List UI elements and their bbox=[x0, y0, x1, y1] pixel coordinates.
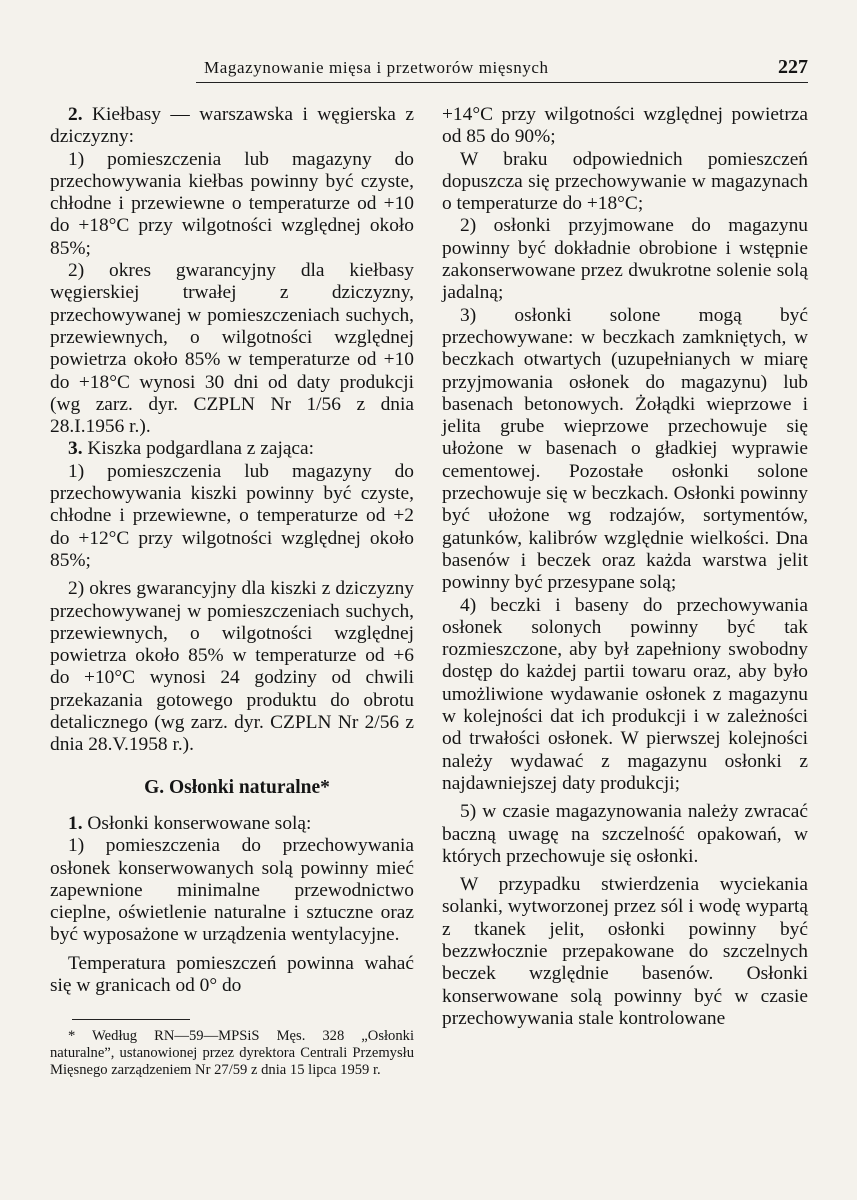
paragraph: Temperatura pomieszczeń powinna wahać się w granicach od 0° do bbox=[50, 952, 414, 996]
paragraph: 1) pomieszczenia do przechowywania osłonek konserwowanych solą powinny mieć zapewnione minimalne przewodnictwo cieplne, oświetlenie naturalne i sztuczne oraz być wyposażone w urządzenia wentylacyjne. bbox=[50, 835, 414, 946]
paragraph: 2) okres gwarancyjny dla kiszki z dziczyzny przechowywanej w pomieszczeniach suchych, przewiewnych, o wilgotności względnej powietrza około 85% w temperaturze od +6 do +10°C wynosi 24 godziny od chwili przekazania gotowego produktu do obrotu detalicznego (wg zarz. dyr. CZPLN Nr 2/56 z dnia 28.V.1958 r.). bbox=[50, 578, 414, 756]
item-text: Kiszka podgardlana z zająca: bbox=[82, 438, 315, 460]
section-heading: G. Osłonki naturalne* bbox=[144, 776, 330, 798]
paragraph: W przypadku stwierdzenia wyciekania solanki, wytworzonej przez sól i wodę wypartą z tkanek jelit, osłonki powinny być bezzwłocznie przepakowane do szczelnych beczek względnie basenów. Osłonki konserwowane solą powinny być w czasie przechowywania stale kontrolowane bbox=[442, 874, 808, 1029]
paragraph: 2) osłonki przyjmowane do magazynu powinny być dokładnie obrobione i wstępnie zakonserwowane przez dwukrotne solenie solą jadalną; bbox=[442, 215, 808, 304]
item-number: 3. bbox=[68, 438, 83, 460]
item-text: Kiełbasy — warszawska i węgierska z dziczyzny: bbox=[50, 104, 414, 148]
paragraph: +14°C przy wilgotności względnej powietrza od 85 do 90%; bbox=[442, 104, 808, 148]
paragraph: 1) pomieszczenia lub magazyny do przechowywania kiszki powinny być czyste, chłodne i przewiewne, o temperaturze od +2 do +12°C przy wilgotności względnej około 85%; bbox=[50, 460, 414, 571]
left-column bbox=[50, 104, 414, 1079]
page-number: 227 bbox=[778, 56, 808, 78]
paragraph: 1) pomieszczenia lub magazyny do przechowywania kiełbas powinny być czyste, chłodne i przewiewne o temperaturze od +10 do +18°C przy wilgotności względnej około 85%; bbox=[50, 148, 414, 259]
footnote-rule bbox=[72, 1019, 190, 1020]
paragraph: 2) okres gwarancyjny dla kiełbasy węgierskiej trwałej z dziczyzny, przechowywanej w pomieszczeniach suchych, przewiewnych, o wilgotności względnej powietrza około 85% w temperaturze od +10 do +18°C wynosi 30 dni od daty produkcji (wg zarz. dyr. CZPLN Nr 1/56 z dnia 28.I.1956 r.). bbox=[50, 260, 414, 438]
item-number: 2. bbox=[68, 104, 83, 125]
paragraph: 3) osłonki solone mogą być przechowywane: w beczkach zamkniętych, w beczkach otwartych (uzupełnianych w miarę przyjmowania osłonek do magazynu) lub basenach betonowych. Żołądki wieprzowe i jelita grube wieprzowe przechowuje się ułożone w basenach o gładkiej wyprawie cementowej. Pozostałe osłonki solone przechowuje się w beczkach. Osłonki powinny być ułożone wg rodzajów, sortymentów, gatunków, kalibrów względnie wielkości. Dna basenów i beczek oraz każda warstwa jelit powinny być przesypane solą; bbox=[442, 304, 808, 594]
item-text: Osłonki konserwowane solą: bbox=[82, 812, 312, 834]
paragraph: W braku odpowiednich pomieszczeń dopuszcza się przechowywanie w magazynach o temperaturze do +18°C; bbox=[442, 148, 808, 215]
item-number: 1. bbox=[68, 812, 83, 834]
paragraph: 4) beczki i baseny do przechowywania osłonek solonych powinny być tak rozmieszczone, aby był zapełniony swobodny dostęp do każdej partii towaru oraz, aby było umożliwione wydawanie osłonek z magazynu w kolejności dat ich produkcji i w zależności od trwałości osłonek. W pierwszej kolejności należy wydawać z magazynu osłonki z najdawniejszej daty produkcji; bbox=[442, 594, 808, 794]
header-rule bbox=[196, 82, 808, 83]
paragraph-kiszka-heading bbox=[50, 438, 414, 460]
running-title: Magazynowanie mięsa i przetworów mięsnych bbox=[204, 58, 549, 77]
right-column bbox=[442, 104, 808, 1030]
footnote: * Według RN—59—MPSiS Męs. 328 „Osłonki naturalne”, ustanowionej przez dyrektora Centrali Przemysłu Mięsnego zarządzeniem Nr 27/59 z dnia 15 lipca 1959 r. bbox=[50, 1028, 414, 1078]
paragraph: 5) w czasie magazynowania należy zwracać baczną uwagę na szczelność opakowań, w których przechowuje się osłonki. bbox=[442, 801, 808, 867]
paragraph-kielbasy-heading bbox=[50, 104, 414, 149]
paragraph-oslonki-heading bbox=[50, 813, 414, 835]
